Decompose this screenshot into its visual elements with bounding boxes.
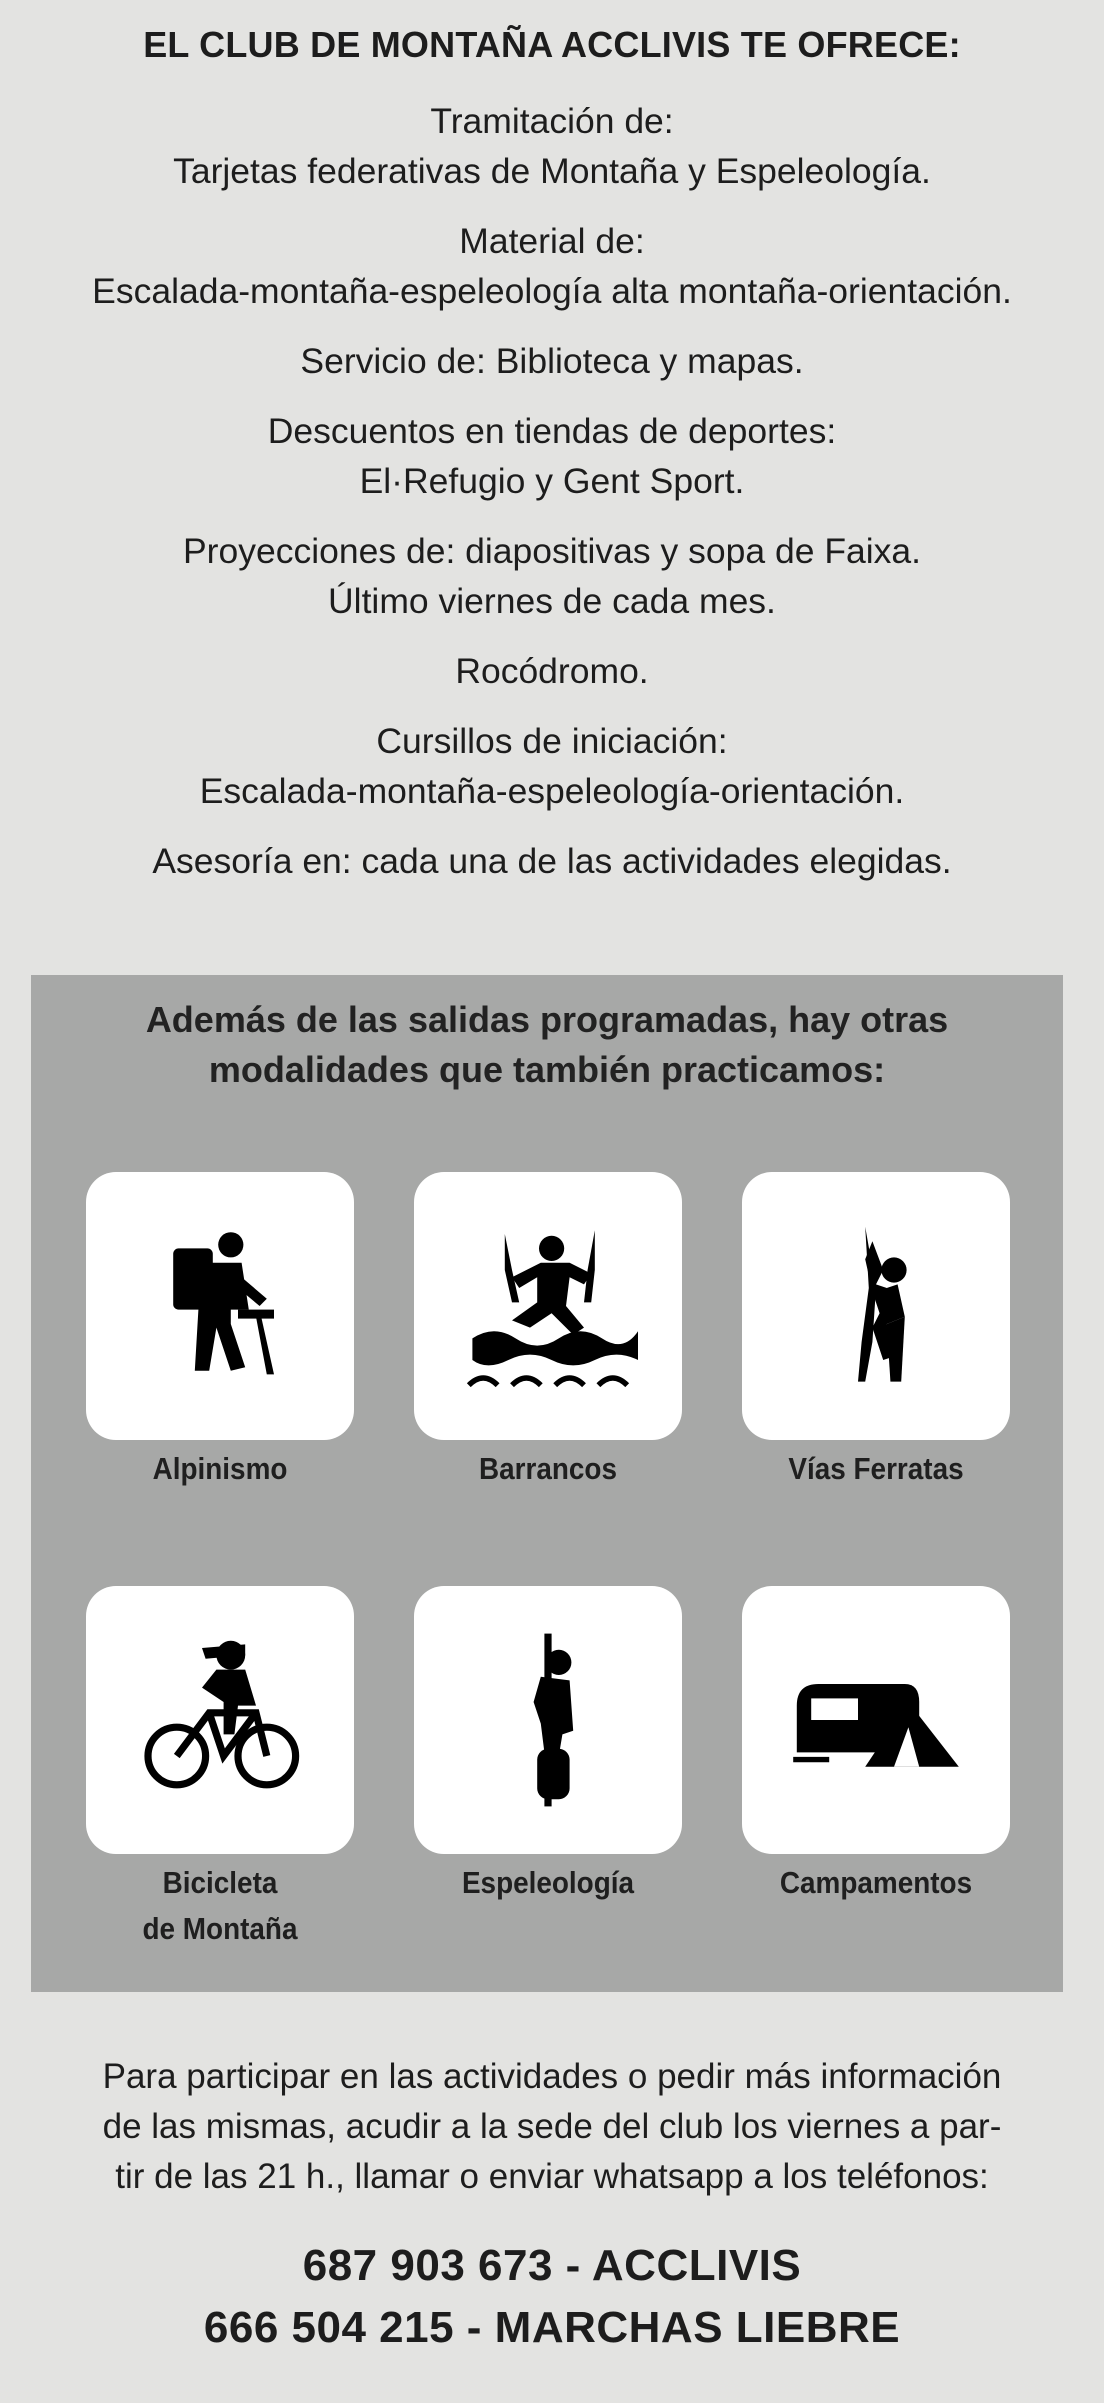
activity-label-espeleologia [413,1860,683,1906]
caver-icon [458,1630,638,1810]
offer-rocodromo [0,646,1104,696]
activity-label-line: Espeleología [461,1865,635,1900]
activity-label-campamentos [741,1860,1011,1906]
offer-descuentos [0,406,1104,506]
phone-marchas-liebre: 666 504 215 - MARCHAS LIEBRE [203,2303,901,2352]
activity-tile-barrancos [414,1172,682,1440]
offer-asesoria [0,836,1104,886]
camping-icon [786,1630,966,1810]
offer-line: Proyecciones de: diapositivas y sopa de Faixa. [182,531,921,571]
offer-cursillos [0,716,1104,816]
activity-tile-espeleologia [414,1586,682,1854]
canyoning-icon [458,1216,638,1396]
offer-line: Tarjetas federativas de Montaña y Espeleología. [173,151,931,191]
offer-material [0,216,1104,316]
activities-panel [31,975,1063,1992]
offer-line: Rocódromo. [455,651,649,691]
offer-line: Material de: [459,221,645,261]
offer-line: Escalada-montaña-espeleología alta montaña-orientación. [92,271,1012,311]
activity-label-vias-ferratas [741,1446,1011,1492]
page-title: EL CLUB DE MONTAÑA ACCLIVIS TE OFRECE: [143,24,961,65]
contact-line: Para participar en las actividades o pedir más información [102,2057,1002,2096]
activity-label-barrancos [413,1446,683,1492]
panel-heading-line: Además de las salidas programadas, hay otras [145,999,949,1040]
contact-line: tir de las 21 h., llamar o enviar whatsapp a los teléfonos: [115,2157,989,2196]
panel-heading-line: modalidades que también practicamos: [208,1049,886,1090]
panel-heading [31,995,1063,1095]
activity-label-line: Alpinismo [152,1451,288,1486]
phone-list [0,2235,1104,2359]
offer-line: Escalada-montaña-espeleología-orientación. [199,771,905,811]
activity-label-line: Bicicleta [162,1865,278,1900]
climber-icon [786,1216,966,1396]
contact-line: de las mismas, acudir a la sede del club los viernes a par- [102,2107,1002,2146]
contact-paragraph [20,2052,1084,2202]
offer-servicio [0,336,1104,386]
phone-acclivis: 687 903 673 - ACCLIVIS [302,2241,802,2290]
offer-line: Descuentos en tiendas de deportes: [267,411,837,451]
offer-line: Asesoría en: cada una de las actividades elegidas. [152,841,952,881]
activity-label-bicicleta [85,1860,355,1952]
mountain-bike-icon [130,1630,310,1810]
offers-list [0,96,1104,906]
activity-label-line: de Montaña [142,1911,298,1946]
offer-line: Tramitación de: [430,101,674,141]
activity-label-alpinismo [85,1446,355,1492]
hiker-icon [130,1216,310,1396]
activity-label-line: Barrancos [478,1451,618,1486]
offer-tramitacion [0,96,1104,196]
activity-label-line: Campamentos [779,1865,973,1900]
activity-label-line: Vías Ferratas [788,1451,964,1486]
offer-line: Cursillos de iniciación: [376,721,728,761]
activity-tile-campamentos [742,1586,1010,1854]
activity-tile-vias-ferratas [742,1172,1010,1440]
activity-tile-bicicleta [86,1586,354,1854]
offer-line: Último viernes de cada mes. [328,581,776,621]
offer-line: Servicio de: Biblioteca y mapas. [300,341,804,381]
offer-proyecciones [0,526,1104,626]
activity-tile-alpinismo [86,1172,354,1440]
offer-line: El·Refugio y Gent Sport. [359,461,745,501]
